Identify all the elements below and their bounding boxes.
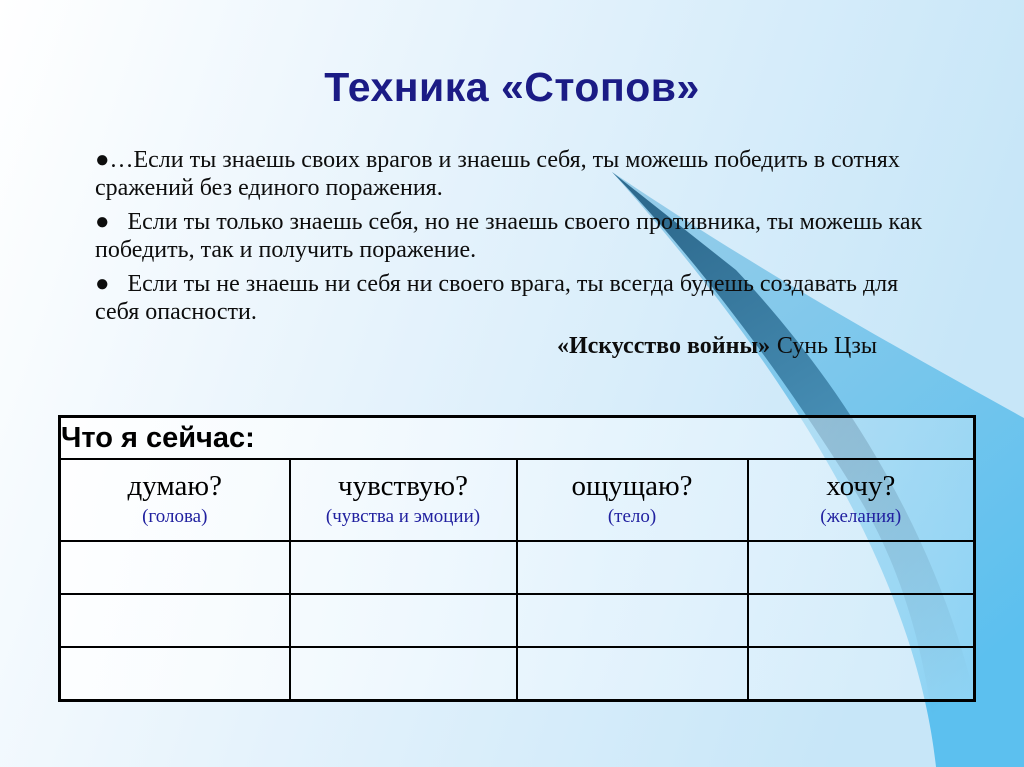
quote-author: Сунь Цзы — [776, 333, 877, 359]
column-word: чувствую? — [338, 469, 468, 502]
stops-table-container — [58, 415, 973, 699]
body-text-block — [95, 146, 935, 384]
bullet-item: ●…Если ты знаешь своих врагов и знаешь себя, ты можешь победить в сотнях сражений без единого поражения. — [95, 147, 900, 201]
empty-cell — [517, 541, 748, 594]
empty-cell — [517, 647, 748, 701]
column-subtitle: (желания) — [820, 506, 902, 528]
column-header-sense — [517, 459, 748, 541]
quote-attribution — [95, 332, 935, 360]
column-subtitle: (голова) — [142, 506, 208, 528]
column-word: думаю? — [127, 469, 222, 502]
slide-title: Техника «Стопов» — [324, 64, 700, 110]
empty-cell — [60, 594, 290, 647]
empty-cell — [748, 594, 975, 647]
column-word: хочу? — [826, 469, 896, 502]
bullet-item: ● Если ты только знаешь себя, но не знаешь своего противника, ты можешь как победить, так и получить поражение. — [95, 209, 923, 263]
quote-source-title: «Искусство войны» — [556, 333, 771, 359]
column-header-want — [748, 459, 975, 541]
column-subtitle: (тело) — [607, 506, 657, 528]
column-subtitle: (чувства и эмоции) — [325, 506, 481, 528]
empty-table-row — [60, 647, 975, 701]
table-title-row — [60, 417, 975, 460]
stops-table — [58, 415, 976, 702]
empty-cell — [748, 647, 975, 701]
empty-cell — [517, 594, 748, 647]
column-word: ощущаю? — [571, 469, 693, 502]
empty-cell — [60, 541, 290, 594]
column-header-feel — [290, 459, 517, 541]
empty-cell — [290, 594, 517, 647]
empty-cell — [290, 541, 517, 594]
empty-table-row — [60, 594, 975, 647]
empty-cell — [290, 647, 517, 701]
empty-cell — [748, 541, 975, 594]
empty-table-row — [60, 541, 975, 594]
empty-cell — [60, 647, 290, 701]
table-header-row — [60, 459, 975, 541]
bullet-item: ● Если ты не знаешь ни себя ни своего врага, ты всегда будешь создавать для себя опасности. — [95, 271, 899, 325]
table-title-cell: Что я сейчас: — [60, 417, 975, 460]
column-header-think — [60, 459, 290, 541]
